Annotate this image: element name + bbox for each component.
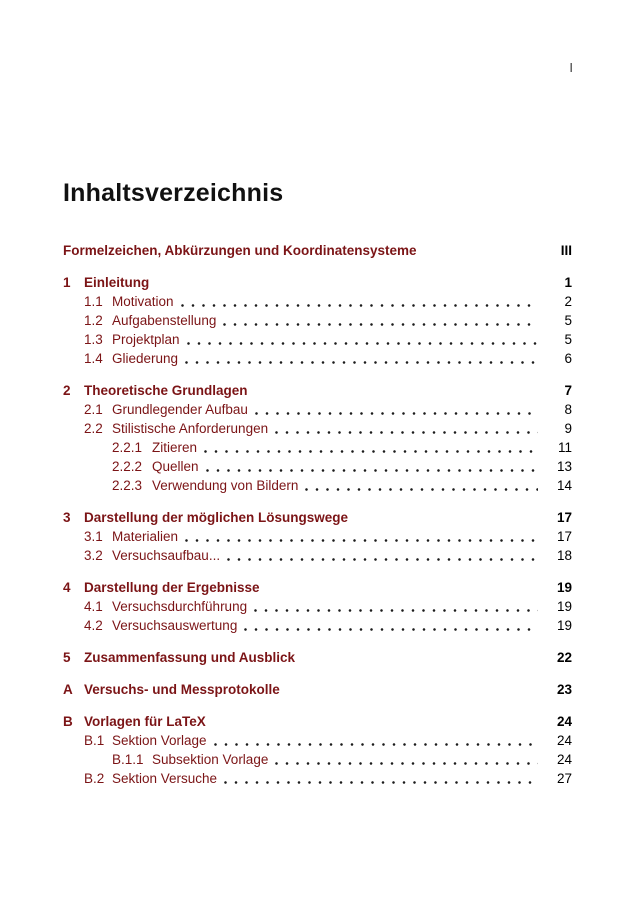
toc-entry-title: Sektion Versuche: [112, 771, 218, 786]
toc-leader-dots: [302, 660, 538, 663]
toc-entry[interactable]: [63, 273, 572, 292]
toc-entry-title: Formelzeichen, Abkürzungen und Koordinatensysteme: [63, 243, 417, 258]
toc-entry-title: Verwendung von Bildern: [152, 478, 299, 493]
toc-leader-dots: [204, 450, 538, 453]
toc-entry-page: 8: [564, 402, 572, 417]
toc-entry[interactable]: [63, 349, 572, 368]
toc-leader-dots: [254, 609, 538, 612]
toc-entry[interactable]: [63, 457, 572, 476]
toc-entry-page: 18: [556, 548, 572, 563]
toc-entry-title: Einleitung: [84, 275, 150, 290]
toc-entry-title: Versuchsdurchführung: [112, 599, 248, 614]
toc-entry-title: Gliederung: [112, 351, 179, 366]
toc-entry-number: 2: [63, 383, 71, 398]
toc-entry-page: 13: [556, 459, 572, 474]
toc-entry-title: Versuchsauswertung: [112, 618, 238, 633]
toc-leader-dots: [185, 539, 538, 542]
toc-entry-number: 2.2.1: [112, 440, 143, 455]
toc-entry-page: 14: [556, 478, 572, 493]
toc-entry-number: 4.2: [84, 618, 103, 633]
toc-entry[interactable]: [63, 438, 572, 457]
toc-entry-title: Subsektion Vorlage: [152, 752, 269, 767]
toc-entry-number: 5: [63, 650, 71, 665]
toc-entry[interactable]: [63, 597, 572, 616]
toc-entry[interactable]: [63, 769, 572, 788]
toc-entry-page: 22: [556, 650, 572, 665]
toc-leader-dots: [185, 361, 538, 364]
toc-entry[interactable]: [63, 578, 572, 597]
toc-entry-number: B.1.1: [112, 752, 144, 767]
toc-entry-page: 11: [557, 440, 572, 455]
toc-leader-dots: [156, 285, 538, 288]
toc-entry-number: A: [63, 682, 73, 697]
toc-entry[interactable]: [63, 527, 572, 546]
toc-entry-title: Darstellung der Ergebnisse: [84, 580, 260, 595]
toc-entry-title: Theoretische Grundlagen: [84, 383, 248, 398]
toc-leader-dots: [181, 304, 538, 307]
toc-entry[interactable]: [63, 546, 572, 565]
toc-entry-page: 5: [564, 313, 572, 328]
toc-entry-page: 24: [556, 733, 572, 748]
toc-leader-dots: [305, 488, 538, 491]
toc-entry-number: 1.1: [84, 294, 103, 309]
toc-entry-number: B.1: [84, 733, 105, 748]
toc-entry-number: 1.3: [84, 332, 103, 347]
toc-entry[interactable]: [63, 750, 572, 769]
toc-entry-number: B: [63, 714, 73, 729]
toc-leader-dots: [275, 431, 538, 434]
toc-entry-title: Motivation: [112, 294, 174, 309]
toc-leader-dots: [227, 558, 538, 561]
toc-entry-number: 2.2.2: [112, 459, 143, 474]
page-content: [63, 0, 572, 788]
toc-leader-dots: [255, 412, 538, 415]
toc-entry-page: 24: [556, 714, 572, 729]
toc-entry-page: 24: [556, 752, 572, 767]
toc-entry-title: Quellen: [152, 459, 199, 474]
toc-leader-dots: [206, 469, 538, 472]
toc-entry-title: Zusammenfassung und Ausblick: [84, 650, 296, 665]
toc-entry-number: 1: [63, 275, 71, 290]
toc-entry-number: 2.2.3: [112, 478, 143, 493]
toc-entry-title: Projektplan: [112, 332, 180, 347]
toc-entry-page: III: [560, 243, 572, 258]
toc-entry-number: 3: [63, 510, 71, 525]
toc-entry-title: Aufgabenstellung: [112, 313, 217, 328]
table-of-contents: [63, 241, 572, 788]
toc-entry[interactable]: [63, 712, 572, 731]
toc-entry[interactable]: [63, 680, 572, 699]
toc-entry-page: 17: [556, 529, 572, 544]
toc-entry-page: 5: [564, 332, 572, 347]
toc-entry-page: 19: [556, 599, 572, 614]
toc-entry-number: 2.2: [84, 421, 103, 436]
toc-leader-dots: [424, 253, 538, 256]
toc-entry[interactable]: [63, 731, 572, 750]
toc-leader-dots: [255, 393, 538, 396]
toc-leader-dots: [187, 342, 538, 345]
toc-entry-page: 2: [564, 294, 572, 309]
toc-entry-number: 4: [63, 580, 71, 595]
toc-entry-number: B.2: [84, 771, 105, 786]
toc-leader-dots: [223, 323, 538, 326]
toc-entry[interactable]: [63, 648, 572, 667]
toc-entry[interactable]: [63, 508, 572, 527]
toc-entry[interactable]: [63, 311, 572, 330]
toc-entry-title: Versuchs- und Messprotokolle: [84, 682, 280, 697]
toc-leader-dots: [213, 724, 538, 727]
toc-entry-number: 3.1: [84, 529, 103, 544]
toc-entry-title: Vorlagen für LaTeX: [84, 714, 206, 729]
toc-entry-title: Darstellung der möglichen Lösungswege: [84, 510, 349, 525]
toc-entry[interactable]: [63, 330, 572, 349]
header-page-number: I: [569, 60, 573, 75]
toc-leader-dots: [355, 520, 538, 523]
toc-entry[interactable]: [63, 400, 572, 419]
toc-leader-dots: [287, 692, 538, 695]
toc-entry-title: Materialien: [112, 529, 179, 544]
toc-entry-number: 1.2: [84, 313, 103, 328]
toc-entry[interactable]: [63, 616, 572, 635]
page-title: Inhaltsverzeichnis: [63, 179, 284, 207]
toc-entry-title: Versuchsaufbau...: [112, 548, 221, 563]
toc-leader-dots: [244, 628, 538, 631]
toc-entry-page: 1: [564, 275, 572, 290]
toc-leader-dots: [267, 590, 538, 593]
toc-entry-page: 6: [564, 351, 572, 366]
toc-entry-page: 7: [564, 383, 572, 398]
toc-entry-number: 4.1: [84, 599, 103, 614]
toc-leader-dots: [214, 743, 538, 746]
toc-entry-page: 19: [556, 618, 572, 633]
toc-entry-page: 19: [556, 580, 572, 595]
toc-entry[interactable]: [63, 292, 572, 311]
toc-entry-number: 3.2: [84, 548, 103, 563]
toc-entry[interactable]: [63, 381, 572, 400]
toc-entry-title: Grundlegender Aufbau: [112, 402, 248, 417]
toc-entry-title: Stilistische Anforderungen: [112, 421, 269, 436]
toc-entry-number: 1.4: [84, 351, 103, 366]
toc-entry-page: 17: [556, 510, 572, 525]
toc-entry[interactable]: [63, 419, 572, 438]
toc-entry[interactable]: [63, 241, 572, 260]
toc-entry-number: 2.1: [84, 402, 103, 417]
toc-entry-title: Zitieren: [152, 440, 198, 455]
toc-entry-page: 9: [564, 421, 572, 436]
toc-leader-dots: [275, 762, 538, 765]
toc-entry-page: 27: [556, 771, 572, 786]
toc-entry-page: 23: [556, 682, 572, 697]
toc-entry-title: Sektion Vorlage: [112, 733, 207, 748]
toc-entry[interactable]: [63, 476, 572, 495]
toc-leader-dots: [224, 781, 538, 784]
